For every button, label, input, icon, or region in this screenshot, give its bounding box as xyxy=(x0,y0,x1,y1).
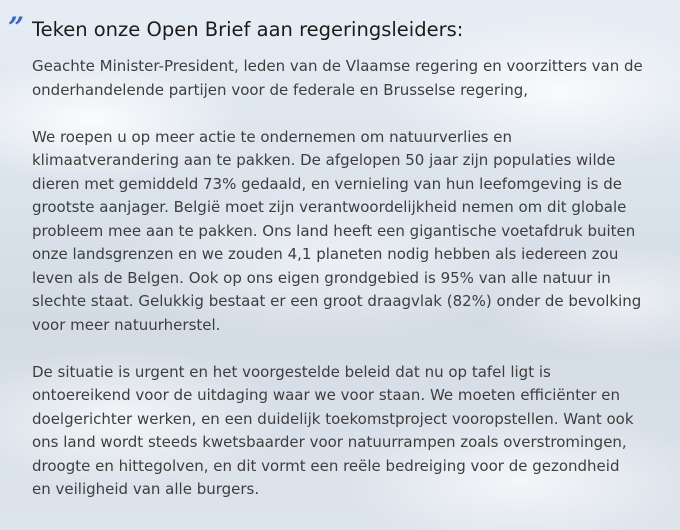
text-line: klimaatverandering aan te pakken. De afgelopen 50 jaar zijn populaties wilde xyxy=(32,151,616,169)
text-line: De situatie is urgent en het voorgestelde beleid dat nu op tafel ligt is xyxy=(32,362,551,381)
text-line: We roepen u op meer actie te ondernemen om natuurverlies en xyxy=(32,127,512,146)
paragraph-salutation xyxy=(32,55,672,102)
text-line: probleem mee aan te pakken. Ons land heeft een gigantische voetafdruk buiten xyxy=(32,221,636,240)
text-line: onze landsgrenzen en we zouden 4,1 planeten nodig hebben als iedereen zou xyxy=(32,245,619,263)
letter-heading: Teken onze Open Brief aan regeringsleiders: xyxy=(32,18,464,41)
text-line: dieren met gemiddeld 73% gedaald, en vernieling van hun leefomgeving is de xyxy=(32,174,622,193)
text-line: onderhandelende partijen voor de federale en Brusselse regering, xyxy=(32,80,529,99)
text-line: leven als de Belgen. Ook op ons eigen grondgebied is 95% van alle natuur in xyxy=(32,268,611,287)
text-line: voor meer natuurherstel. xyxy=(32,315,221,334)
text-line: Geachte Minister-President, leden van de Vlaamse regering en voorzitters van de xyxy=(32,57,643,75)
paragraph-urgency xyxy=(32,361,672,502)
text-line: droogte en hittegolven, en dit vormt een reële bedreiging voor de gezondheid xyxy=(32,456,620,475)
text-line: slechte staat. Gelukkig bestaat er een groot draagvlak (82%) onder de bevolking xyxy=(32,292,642,310)
text-line: grootste aanjager. België moet zijn verantwoordelijkheid nemen om dit globale xyxy=(32,198,627,216)
letter-body xyxy=(32,55,672,525)
text-line: ontoereikend voor de uitdaging waar we voor staan. We moeten efficiënter en xyxy=(32,386,620,404)
text-line: ons land wordt steeds kwetsbaarder voor natuurrampen zoals overstromingen, xyxy=(32,433,627,451)
quote-icon: ” xyxy=(8,11,25,44)
text-line: en veiligheid van alle burgers. xyxy=(32,480,260,498)
paragraph-call-to-action xyxy=(32,126,672,338)
text-line: doelgerichter werken, en een duidelijk toekomstproject vooropstellen. Want ook xyxy=(32,409,634,428)
